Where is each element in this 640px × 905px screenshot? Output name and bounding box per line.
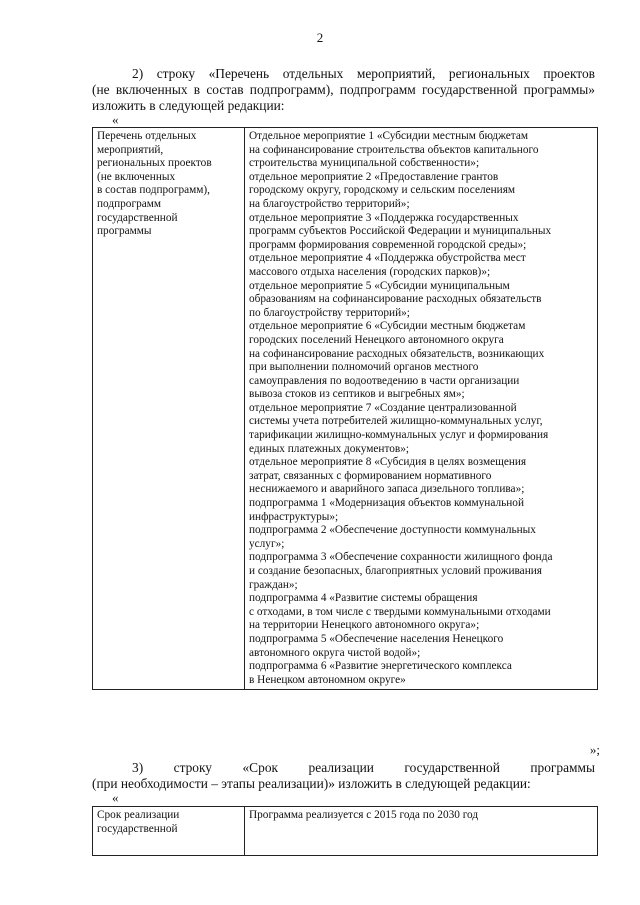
content-line: инфраструктуры»;: [249, 510, 339, 523]
content-line: подпрограмма 5 «Обеспечение населения Ненецкого: [249, 632, 504, 645]
label-line: подпрограмм: [97, 197, 162, 210]
content-line: подпрограмма 1 «Модернизация объектов коммунальной: [249, 497, 524, 510]
label-line: в состав подпрограмм),: [97, 184, 211, 197]
content-line: подпрограмма 3 «Обеспечение сохранности жилищного фонда: [249, 551, 553, 564]
content-line: программ формирования современной городской среды»;: [249, 238, 527, 251]
table-row: [93, 807, 598, 856]
content-line: отдельное мероприятие 2 «Предоставление грантов: [249, 170, 499, 183]
content-line: тарификации жилищно-коммунальных услуг и формирования: [249, 429, 549, 442]
content-line: отдельное мероприятие 4 «Поддержка обустройства мест: [249, 252, 526, 265]
section-3-intro-line: (при необходимости – этапы реализации)» изложить в следующей редакции:: [92, 776, 531, 791]
row-content-cell: [245, 128, 598, 690]
label-line: мероприятий,: [97, 143, 164, 156]
content-line: и создание безопасных, благоприятных условий проживания: [249, 565, 542, 577]
section-2-intro: [92, 66, 595, 114]
content-line: Отдельное мероприятие 1 «Субсидии местным бюджетам: [249, 130, 529, 142]
label-line: Срок реализации: [97, 809, 180, 821]
content-line: единых платежных документов»;: [249, 442, 410, 455]
content-line: автономного округа чистой водой»;: [249, 646, 421, 659]
content-line: отдельное мероприятие 5 «Субсидии муниципальным: [249, 279, 510, 292]
section-3-intro-line: 3) строку «Срок реализации государственной программы: [132, 760, 595, 775]
opening-quote-mark: «: [112, 790, 119, 805]
content-line: массового отдыха населения (городских парков)»;: [249, 265, 491, 278]
opening-quote-mark: «: [112, 112, 119, 127]
content-line: затрат, связанных с формированием нормативного: [249, 469, 492, 482]
row-label-cell: [93, 807, 245, 856]
label-line: (не включенных: [97, 170, 176, 183]
content-line: на софинансирование строительства объектов капитального: [249, 143, 539, 156]
closing-quote-mark: »;: [589, 742, 600, 757]
label-line: региональных проектов: [97, 157, 212, 170]
content-line: городских поселений Ненецкого автономного округа: [249, 333, 504, 346]
content-line: самоуправления по водоотведению в части организации: [249, 374, 520, 387]
content-line: системы учета потребителей жилищно-коммунальных услуг,: [249, 415, 543, 428]
section-2-intro-line: изложить в следующей редакции:: [92, 98, 285, 113]
section-2-table: [92, 127, 598, 690]
page-number: 2: [316, 30, 324, 45]
content-line: отдельное мероприятие 3 «Поддержка государственных: [249, 211, 519, 224]
label-line: государственной: [97, 822, 178, 835]
content-line: подпрограмма 6 «Развитие энергетического комплекса: [249, 660, 512, 673]
content-line: на софинансирование расходных обязательств, возникающих: [249, 347, 545, 360]
label-line: Перечень отдельных: [97, 130, 197, 142]
content-line: по благоустройству территорий»;: [249, 306, 410, 319]
content-line: подпрограмма 4 «Развитие системы обращения: [249, 592, 478, 605]
content-line: на благоустройство территорий»;: [249, 197, 410, 210]
content-line: программ субъектов Российской Федерации и муниципальных: [249, 225, 552, 238]
content-line: вывоза стоков из септиков и выгребных ям»;: [249, 388, 465, 401]
content-line: строительства муниципальной собственности»;: [249, 157, 480, 170]
content-line: граждан»;: [249, 578, 298, 591]
content-line: Программа реализуется с 2015 года по 2030 год: [249, 809, 479, 821]
table-row: [93, 128, 598, 690]
content-line: отдельное мероприятие 7 «Создание централизованной: [249, 401, 517, 414]
section-3-table: [92, 806, 598, 856]
label-line: программы: [97, 225, 152, 238]
row-label-cell: [93, 128, 245, 690]
content-line: отдельное мероприятие 8 «Субсидия в целях возмещения: [249, 456, 527, 469]
content-line: отдельное мероприятие 6 «Субсидии местным бюджетам: [249, 320, 526, 333]
content-line: услуг»;: [249, 537, 285, 550]
content-line: городскому округу, городскому и сельским поселениям: [249, 184, 516, 197]
content-line: с отходами, в том числе с твердыми коммунальными отходами: [249, 605, 551, 618]
row-content-cell: [245, 807, 598, 856]
content-line: в Ненецком автономном округе»: [249, 673, 406, 686]
section-3-intro: [92, 760, 595, 792]
content-line: подпрограмма 2 «Обеспечение доступности коммунальных: [249, 524, 536, 537]
label-line: государственной: [97, 211, 178, 224]
section-2-intro-line: 2) строку «Перечень отдельных мероприятий, региональных проектов: [132, 66, 595, 81]
content-line: неснижаемого и аварийного запаса дизельного топлива»;: [249, 483, 525, 496]
section-2-intro-line: (не включенных в состав подпрограмм), подпрограмм государственной программы»: [92, 82, 595, 97]
content-line: образованиям на софинансирование расходных обязательств: [249, 293, 542, 306]
content-line: на территории Ненецкого автономного округа»;: [249, 619, 480, 632]
content-line: при выполнении полномочий органов местного: [249, 361, 479, 374]
